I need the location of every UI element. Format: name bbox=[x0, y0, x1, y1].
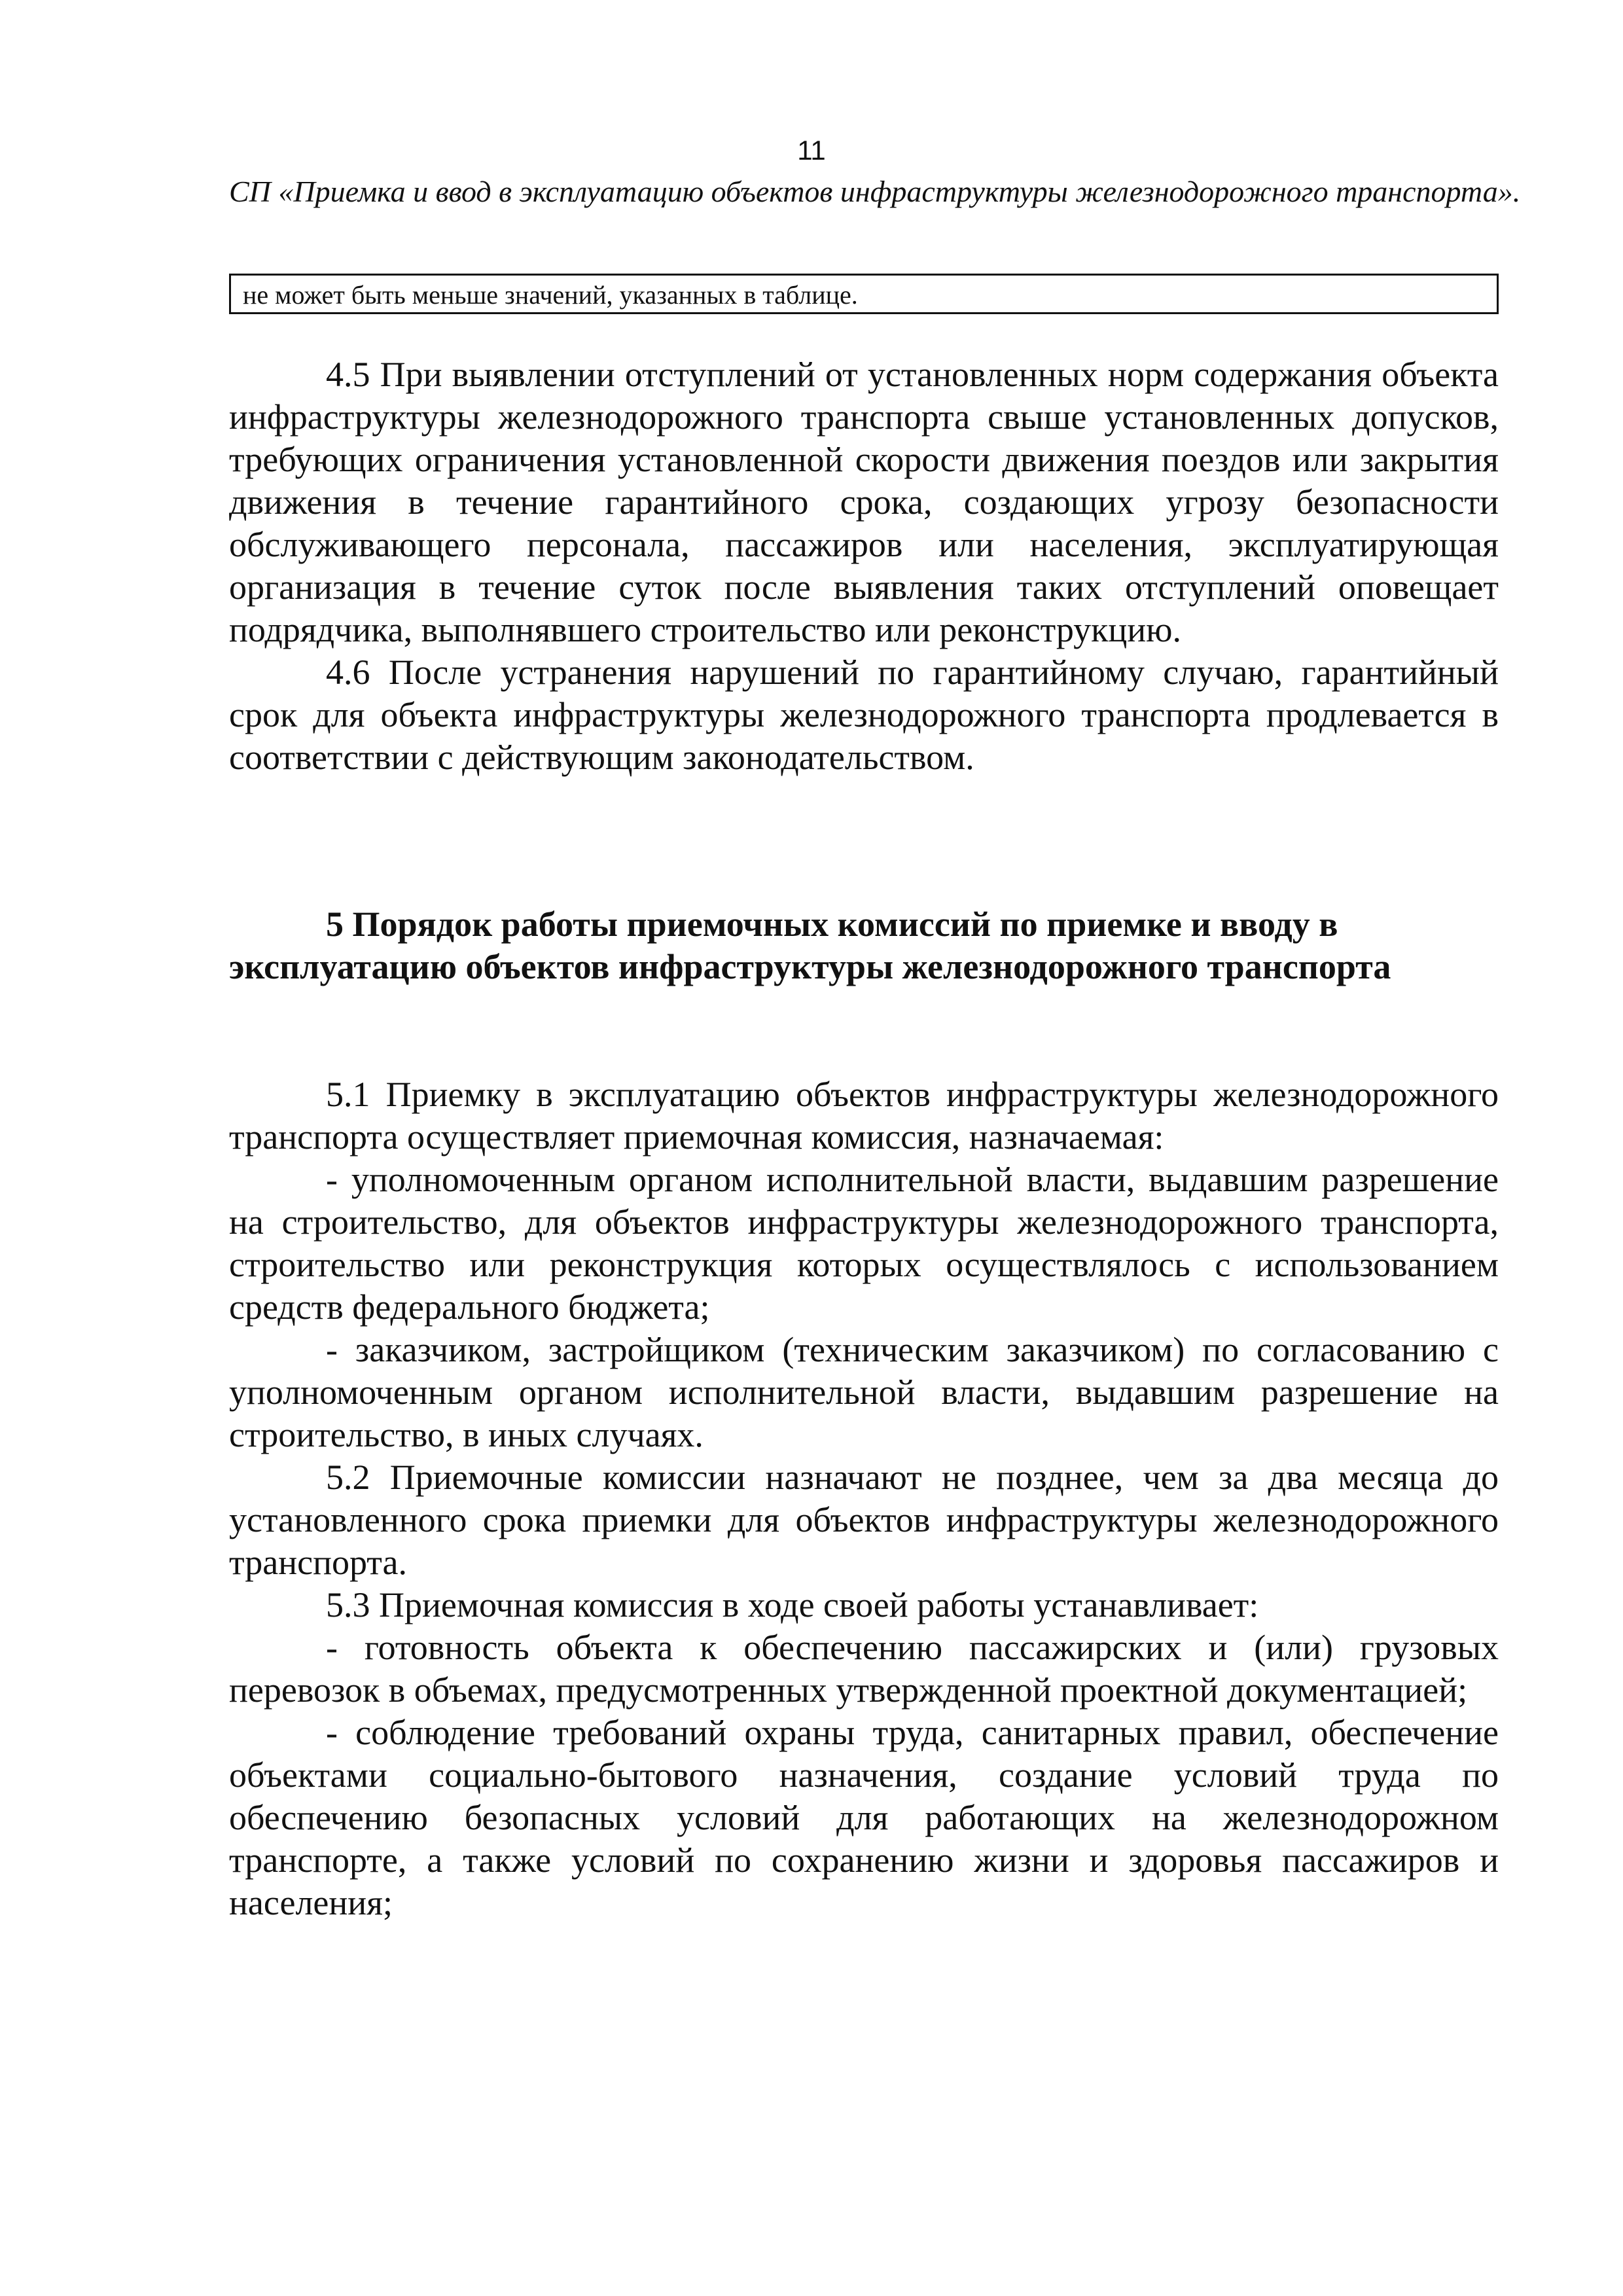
table-fragment bbox=[229, 274, 1499, 314]
paragraph-5-1: 5.1 Приемку в эксплуатацию объектов инфраструктуры железнодорожного транспорта осуществляет приемочная комиссия, назначаемая: bbox=[229, 1075, 1499, 1157]
page-number: 11 bbox=[797, 135, 826, 166]
section-5-heading-line-1: 5 Порядок работы приемочных комиссий по приемке и вводу в bbox=[326, 905, 1338, 944]
list-item-5-3-a: - готовность объекта к обеспечению пассажирских и (или) грузовых перевозок в объемах, предусмотренных утвержденной проектной документацией; bbox=[229, 1628, 1499, 1710]
paragraph-5-3: 5.3 Приемочная комиссия в ходе своей работы устанавливает: bbox=[326, 1585, 1259, 1624]
section-5-heading bbox=[229, 903, 1499, 988]
section-5-body bbox=[229, 1073, 1499, 1924]
section-4-body bbox=[229, 353, 1499, 779]
table-fragment-text: не может быть меньше значений, указанных в таблице. bbox=[243, 280, 858, 310]
list-item-5-1-a: - уполномоченным органом исполнительной власти, выдавшим разрешение на строительство, для объектов инфраструктуры железнодорожного транспорта, строительство или реконструкция которых осуществлялось с использованием средств федерального бюджета; bbox=[229, 1160, 1499, 1327]
paragraph-5-2: 5.2 Приемочные комиссии назначают не позднее, чем за два месяца до установленного срока приемки для объектов инфраструктуры железнодорожного транспорта. bbox=[229, 1458, 1499, 1582]
paragraph-4-5: 4.5 При выявлении отступлений от установленных норм содержания объекта инфраструктуры железнодорожного транспорта свыше установленных допусков, требующих ограничения установленной скорости движения поездов или закрытия движения в течение гарантийного срока, создающих угрозу безопасности обслуживающего персонала, пассажиров или населения, эксплуатирующая организация в течение суток после выявления таких отступлений оповещает подрядчика, выполнявшего строительство или реконструкцию. bbox=[229, 355, 1499, 649]
running-header: СП «Приемка и ввод в эксплуатацию объектов инфраструктуры железнодорожного транспорта». bbox=[229, 175, 1521, 208]
section-5-heading-line-2: эксплуатацию объектов инфраструктуры железнодорожного транспорта bbox=[229, 947, 1391, 986]
paragraph-4-6: 4.6 После устранения нарушений по гарантийному случаю, гарантийный срок для объекта инфраструктуры железнодорожного транспорта продлевается в соответствии с действующим законодательством. bbox=[229, 653, 1499, 777]
list-item-5-3-b: - соблюдение требований охраны труда, санитарных правил, обеспечение объектами социально-бытового назначения, создание условий труда по обеспечению безопасных условий для работающих на железнодорожном транспорте, а также условий по сохранению жизни и здоровья пассажиров и населения; bbox=[229, 1713, 1499, 1922]
list-item-5-1-b: - заказчиком, застройщиком (техническим заказчиком) по согласованию с уполномоченным органом исполнительной власти, выдавшим разрешение на строительство, в иных случаях. bbox=[229, 1330, 1499, 1454]
